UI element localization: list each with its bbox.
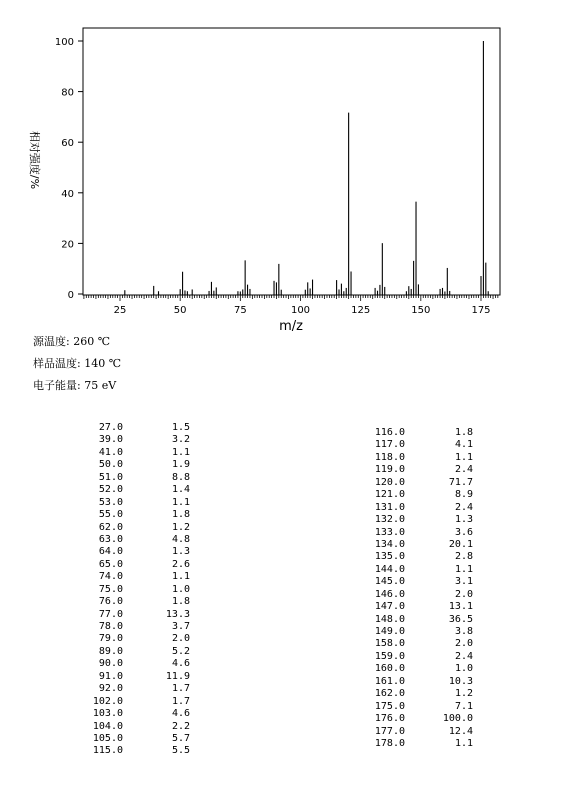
- peak-intensity: 3.1: [454, 576, 473, 588]
- electron-energy: 电子能量: 75 eV: [33, 379, 117, 392]
- peak-mz: 178.0: [374, 737, 405, 749]
- peak-mz: 41.0: [98, 446, 123, 458]
- peak-mz: 39.0: [98, 434, 123, 446]
- peak-mz: 115.0: [92, 745, 123, 757]
- peak-mz: 177.0: [374, 725, 405, 737]
- y-tick-label: 20: [61, 239, 74, 251]
- peak-mz: 79.0: [98, 633, 123, 645]
- peak-intensity: 13.3: [165, 608, 190, 620]
- peak-row: [360, 614, 474, 626]
- peak-mz: 27.0: [98, 422, 123, 433]
- peak-intensity: 4.6: [171, 658, 190, 670]
- peak-mz: 132.0: [374, 514, 405, 526]
- peak-intensity: 1.9: [171, 459, 190, 471]
- peak-row: [80, 646, 192, 658]
- peak-intensity: 2.2: [171, 720, 190, 732]
- peak-mz: 105.0: [92, 732, 123, 744]
- peak-row: [360, 726, 474, 738]
- x-tick-label: 175: [471, 305, 491, 316]
- peak-mz: 146.0: [374, 588, 405, 600]
- peak-row: [360, 551, 474, 563]
- peak-intensity: 13.1: [448, 601, 473, 613]
- peak-row: [80, 658, 192, 670]
- peak-intensity: 1.2: [171, 521, 190, 533]
- peak-row: [360, 527, 474, 539]
- peak-intensity: 2.4: [454, 501, 473, 513]
- peak-mz: 53.0: [98, 496, 123, 508]
- peak-row: [360, 676, 474, 688]
- peak-mz: 104.0: [92, 720, 123, 732]
- x-tick-label: 125: [351, 305, 371, 316]
- peak-row: [360, 439, 474, 451]
- peak-mz: 78.0: [98, 621, 123, 632]
- peak-row: [360, 477, 474, 489]
- peak-mz: 52.0: [98, 484, 123, 496]
- peak-mz: 158.0: [374, 638, 405, 650]
- peak-intensity: 4.8: [171, 533, 190, 545]
- peak-mz: 148.0: [374, 613, 405, 625]
- x-axis-label: m/z: [279, 319, 303, 334]
- y-tick-label: 0: [67, 290, 74, 301]
- peak-row: [80, 721, 192, 733]
- peak-intensity: 4.1: [454, 439, 473, 451]
- peak-intensity: 5.5: [171, 745, 190, 757]
- peak-mz: 63.0: [98, 533, 123, 545]
- peak-mz: 145.0: [374, 576, 405, 588]
- peak-row: [360, 464, 474, 476]
- peak-row: [80, 596, 192, 608]
- peak-intensity: 1.4: [171, 484, 190, 496]
- peak-table-left: [80, 422, 192, 758]
- peak-intensity: 20.1: [448, 538, 473, 550]
- peak-row: [80, 447, 192, 459]
- peak-row: [80, 534, 192, 546]
- peak-intensity: 1.1: [454, 451, 473, 463]
- peak-mz: 120.0: [374, 476, 405, 488]
- peak-intensity: 1.1: [171, 571, 190, 583]
- peak-mz: 55.0: [98, 509, 123, 521]
- peak-row: [360, 489, 474, 501]
- peak-mz: 149.0: [374, 626, 405, 637]
- peak-mz: 119.0: [374, 464, 405, 476]
- peak-mz: 62.0: [98, 521, 123, 533]
- y-tick-label: 80: [61, 87, 74, 99]
- peak-mz: 176.0: [374, 713, 405, 725]
- peak-row: [360, 539, 474, 551]
- peak-intensity: 1.8: [454, 427, 473, 438]
- peak-intensity: 12.4: [448, 725, 473, 737]
- peak-intensity: 1.5: [171, 422, 190, 433]
- peak-intensity: 2.0: [454, 638, 473, 650]
- peak-intensity: 1.1: [454, 737, 473, 749]
- peak-mz: 133.0: [374, 526, 405, 538]
- peak-row: [80, 571, 192, 583]
- peak-row: [360, 701, 474, 713]
- peak-mz: 159.0: [374, 650, 405, 662]
- peak-mz: 135.0: [374, 551, 405, 563]
- y-tick-label: 60: [61, 138, 74, 150]
- peak-intensity: 36.5: [448, 613, 473, 625]
- peak-mz: 51.0: [98, 471, 123, 483]
- peak-intensity: 2.0: [454, 588, 473, 600]
- peak-intensity: 3.7: [171, 621, 190, 632]
- peak-mz: 134.0: [374, 538, 405, 550]
- peak-row: [80, 497, 192, 509]
- peak-row: [360, 452, 474, 464]
- peak-row: [80, 733, 192, 745]
- peak-intensity: 1.1: [454, 563, 473, 575]
- peak-row: [80, 745, 192, 757]
- peak-mz: 118.0: [374, 451, 405, 463]
- peak-intensity: 2.4: [454, 464, 473, 476]
- peak-intensity: 1.1: [171, 446, 190, 458]
- peak-intensity: 3.6: [454, 526, 473, 538]
- peak-row: [360, 601, 474, 613]
- plot-frame: [83, 28, 500, 295]
- peak-mz: 175.0: [374, 700, 405, 712]
- peak-row: [80, 522, 192, 534]
- peak-row: [360, 502, 474, 514]
- peak-row: [80, 696, 192, 708]
- peak-mz: 89.0: [98, 645, 123, 657]
- spectrum-bars: [125, 41, 488, 295]
- peak-intensity: 1.1: [171, 496, 190, 508]
- peak-intensity: 8.9: [454, 489, 473, 501]
- peak-intensity: 2.4: [454, 650, 473, 662]
- peak-mz: 121.0: [374, 489, 405, 501]
- peak-row: [80, 434, 192, 446]
- peak-intensity: 1.0: [171, 583, 190, 595]
- y-tick-label: 40: [61, 188, 74, 200]
- peak-row: [80, 459, 192, 471]
- y-tick-label: 100: [54, 37, 74, 48]
- peak-row: [80, 683, 192, 695]
- peak-intensity: 2.8: [454, 551, 473, 563]
- peak-row: [360, 688, 474, 700]
- peak-intensity: 4.6: [171, 708, 190, 720]
- peak-mz: 160.0: [374, 663, 405, 675]
- peak-row: [360, 589, 474, 601]
- peak-row: [80, 633, 192, 645]
- peak-row: [360, 663, 474, 675]
- x-tick-label: 100: [290, 305, 311, 316]
- peak-row: [80, 584, 192, 596]
- peak-mz: 161.0: [374, 675, 405, 687]
- x-axis: [84, 295, 498, 316]
- peak-mz: 147.0: [374, 601, 405, 613]
- y-axis: [55, 37, 83, 301]
- peak-mz: 102.0: [92, 695, 123, 707]
- peak-mz: 103.0: [92, 708, 123, 720]
- peak-row: [360, 576, 474, 588]
- peak-intensity: 100.0: [442, 713, 473, 725]
- peak-mz: 117.0: [374, 439, 405, 451]
- peak-table-right: [360, 427, 474, 750]
- peak-mz: 90.0: [98, 658, 123, 670]
- x-tick-label: 50: [173, 305, 187, 316]
- peak-row: [360, 638, 474, 650]
- peak-intensity: 1.7: [171, 683, 190, 695]
- peak-intensity: 8.8: [171, 471, 190, 483]
- peak-row: [360, 514, 474, 526]
- peak-row: [360, 738, 474, 750]
- peak-row: [80, 422, 192, 434]
- peak-mz: 92.0: [98, 683, 123, 695]
- peak-row: [80, 621, 192, 633]
- peak-row: [80, 546, 192, 558]
- peak-mz: 77.0: [98, 608, 123, 620]
- peak-intensity: 3.2: [171, 434, 190, 446]
- peak-row: [360, 564, 474, 576]
- peak-row: [80, 671, 192, 683]
- peak-intensity: 71.7: [448, 476, 473, 488]
- peak-mz: 74.0: [98, 571, 123, 583]
- x-tick-label: 25: [113, 305, 127, 316]
- peak-intensity: 1.2: [454, 688, 473, 700]
- peak-row: [80, 509, 192, 521]
- y-axis-label: 相对强度/%: [28, 130, 41, 190]
- peak-intensity: 5.2: [171, 645, 190, 657]
- mass-spectrum-chart: [0, 0, 570, 340]
- peak-intensity: 11.9: [165, 670, 190, 682]
- peak-row: [360, 651, 474, 663]
- peak-row: [80, 484, 192, 496]
- x-tick-label: 150: [411, 305, 431, 316]
- peak-intensity: 7.1: [454, 700, 473, 712]
- peak-mz: 116.0: [374, 427, 405, 438]
- peak-mz: 76.0: [98, 596, 123, 608]
- x-tick-label: 75: [233, 305, 247, 316]
- peak-intensity: 3.8: [454, 626, 473, 637]
- peak-intensity: 1.8: [171, 596, 190, 608]
- peak-intensity: 1.3: [171, 546, 190, 558]
- peak-mz: 65.0: [98, 558, 123, 570]
- peak-mz: 75.0: [98, 583, 123, 595]
- sample-temperature: 样品温度: 140 ℃: [33, 357, 121, 370]
- peak-row: [360, 626, 474, 638]
- peak-mz: 91.0: [98, 670, 123, 682]
- peak-row: [360, 713, 474, 725]
- peak-intensity: 1.0: [454, 663, 473, 675]
- peak-row: [80, 472, 192, 484]
- peak-intensity: 5.7: [171, 732, 190, 744]
- peak-mz: 162.0: [374, 688, 405, 700]
- peak-row: [360, 427, 474, 439]
- peak-mz: 144.0: [374, 563, 405, 575]
- peak-row: [80, 609, 192, 621]
- peak-intensity: 2.6: [171, 558, 190, 570]
- peak-intensity: 1.7: [171, 695, 190, 707]
- peak-intensity: 1.8: [171, 509, 190, 521]
- peak-row: [80, 708, 192, 720]
- peak-mz: 64.0: [98, 546, 123, 558]
- peak-intensity: 10.3: [448, 675, 473, 687]
- peak-intensity: 1.3: [454, 514, 473, 526]
- peak-mz: 131.0: [374, 501, 405, 513]
- source-temperature: 源温度: 260 ℃: [33, 335, 110, 348]
- peak-intensity: 2.0: [171, 633, 190, 645]
- peak-mz: 50.0: [98, 459, 123, 471]
- peak-row: [80, 559, 192, 571]
